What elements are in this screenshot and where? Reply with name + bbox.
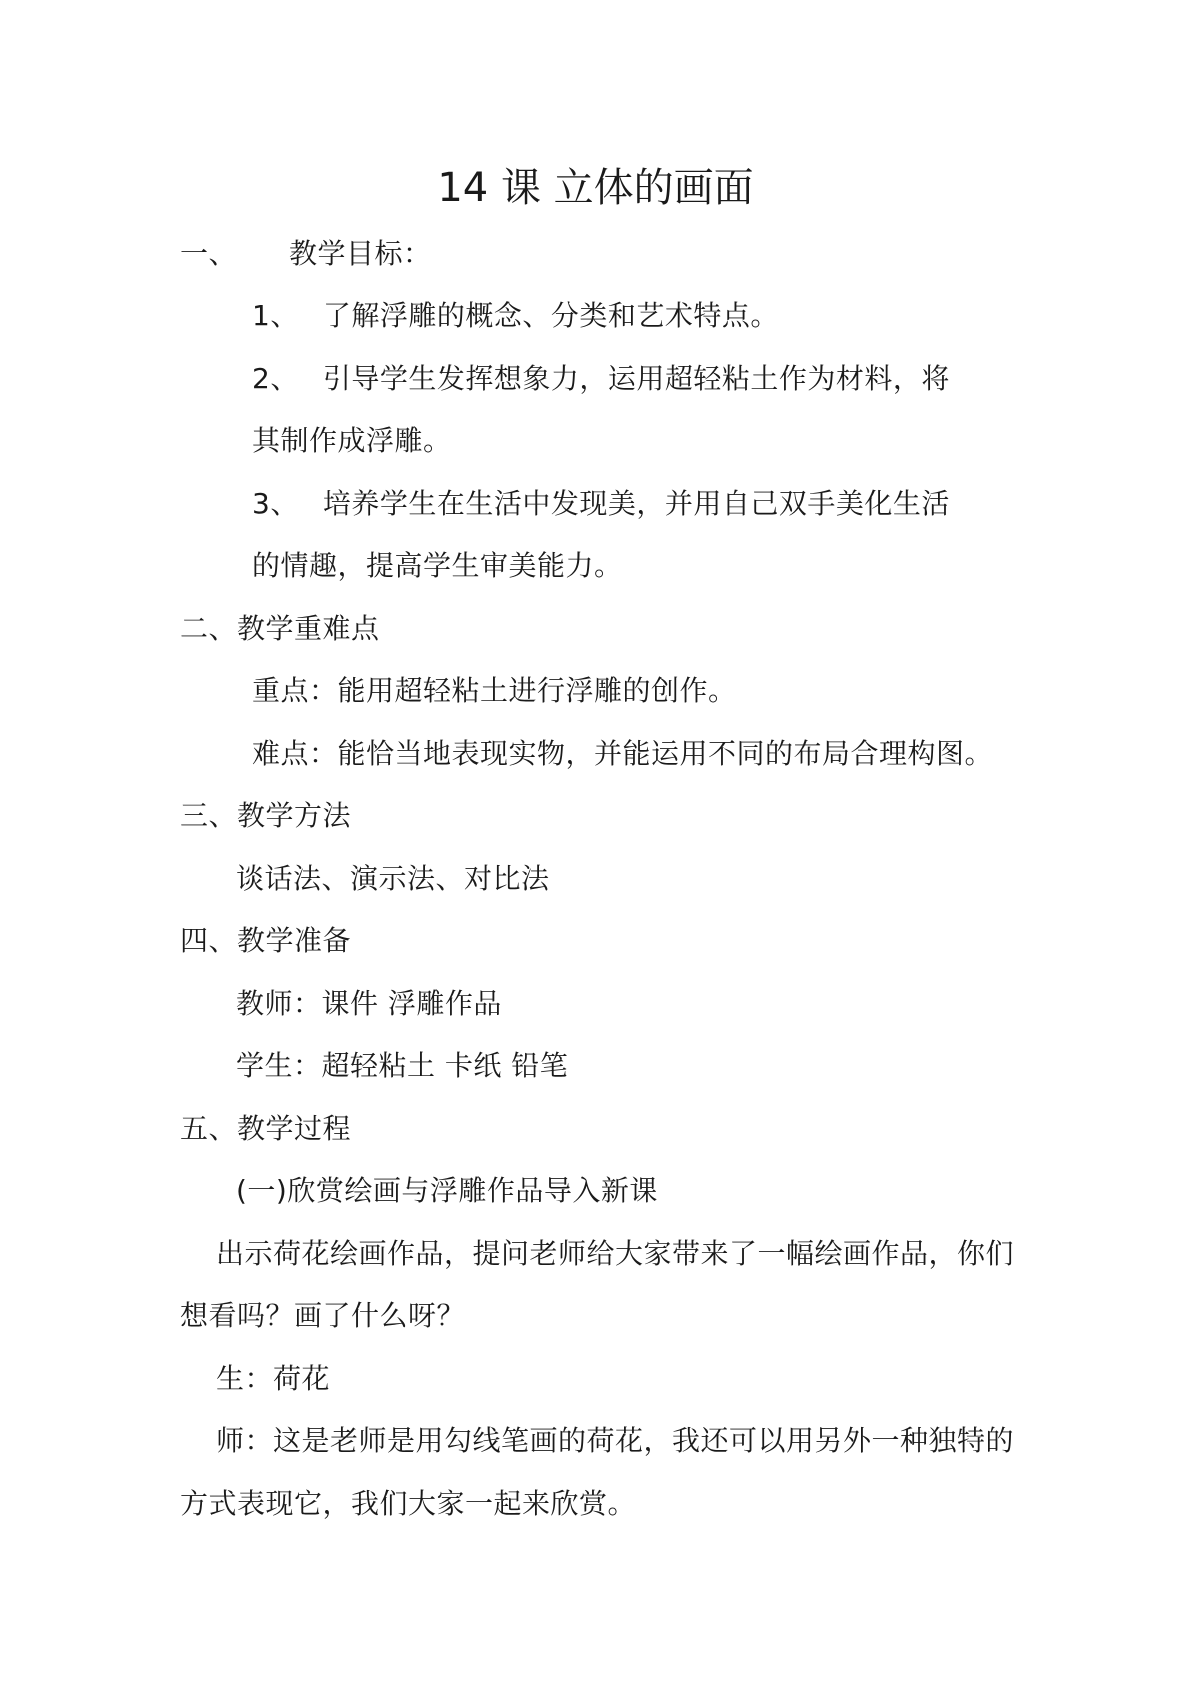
teacher-preparation-text: 教师：课件 浮雕作品 xyxy=(236,987,502,1020)
objective-item-2 xyxy=(252,361,950,397)
section-heading-process: 五、教学过程 xyxy=(180,1112,352,1145)
section-number: 一、 xyxy=(180,237,238,270)
objective-item-3-continued: 的情趣，提高学生审美能力。 xyxy=(252,549,623,582)
item-number: 1、 xyxy=(252,299,299,332)
student-reply: 生：荷花 xyxy=(216,1362,331,1395)
section-heading-key-points: 二、教学重难点 xyxy=(180,612,380,645)
objective-item-3 xyxy=(252,486,950,522)
subsection-heading: (一)欣赏绘画与浮雕作品导入新课 xyxy=(236,1174,658,1207)
teacher-line: 师：这是老师是用勾线笔画的荷花，我还可以用另外一种独特的 xyxy=(216,1424,1015,1457)
teacher-line-continued: 方式表现它，我们大家一起来欣赏。 xyxy=(180,1487,637,1520)
page-title: 14 课 立体的画面 xyxy=(437,165,754,211)
item-text: 了解浮雕的概念、分类和艺术特点。 xyxy=(322,299,779,332)
objective-item-2-continued: 其制作成浮雕。 xyxy=(252,424,452,457)
section-heading-methods: 三、教学方法 xyxy=(180,799,352,832)
objective-item-1 xyxy=(252,298,779,334)
item-number: 3、 xyxy=(252,487,299,520)
item-text: 培养学生在生活中发现美，并用自己双手美化生活 xyxy=(322,487,950,520)
paragraph-line: 出示荷花绘画作品，提问老师给大家带来了一幅绘画作品，你们 xyxy=(216,1237,1015,1270)
student-preparation-text: 学生：超轻粘土 卡纸 铅笔 xyxy=(236,1049,569,1082)
methods-text: 谈话法、演示法、对比法 xyxy=(236,862,550,895)
item-number: 2、 xyxy=(252,362,299,395)
section-heading-objectives xyxy=(180,236,432,272)
section-title: 教学目标： xyxy=(289,237,432,270)
key-point-text: 重点：能用超轻粘土进行浮雕的创作。 xyxy=(252,674,737,707)
section-heading-preparation: 四、教学准备 xyxy=(180,924,352,957)
paragraph-line: 想看吗？画了什么呀？ xyxy=(180,1299,466,1332)
item-text: 引导学生发挥想象力，运用超轻粘土作为材料，将 xyxy=(322,362,950,395)
difficult-point-text: 难点：能恰当地表现实物，并能运用不同的布局合理构图。 xyxy=(252,737,994,770)
